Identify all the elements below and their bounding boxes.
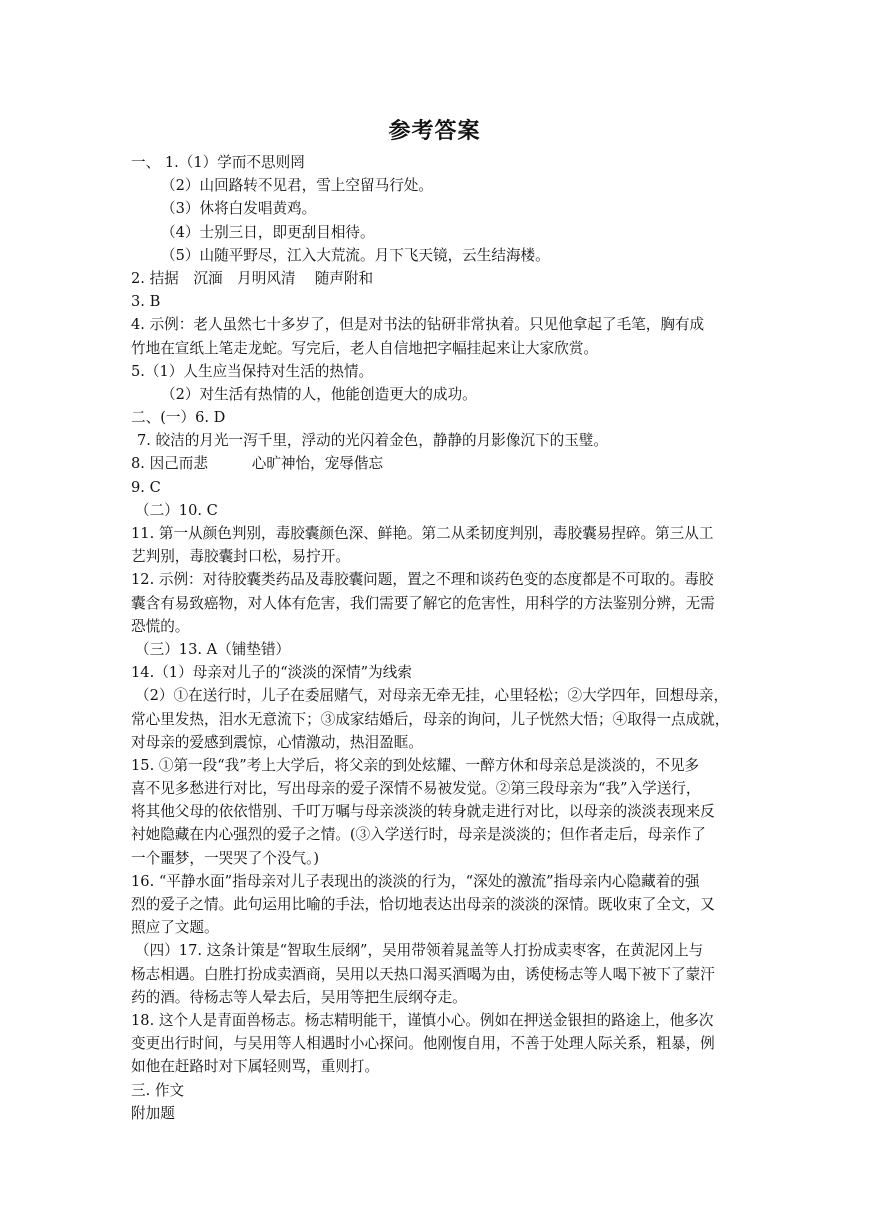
answer-line: 照应了文题。 <box>131 919 219 937</box>
answer-line: 附加题 <box>131 1104 175 1122</box>
answer-line: （2）山回路转不见君，雪上空留马行处。 <box>161 177 433 195</box>
answer-line: 对母亲的爱感到震惊，心情激动，热泪盈眶。 <box>131 733 423 751</box>
answer-line: 如他在赶路时对下属轻则骂，重则打。 <box>131 1058 380 1076</box>
answer-line: 杨志相遇。白胜打扮成卖酒商，吴用以天热口渴买酒喝为由，诱使杨志等人喝下被下了蒙汗 <box>131 965 715 983</box>
answer-line: （三）13. A（铺垫错） <box>135 640 291 658</box>
answer-line: 一个噩梦，一哭哭了个没气。) <box>131 849 320 867</box>
answer-line: 二、(一）6. D <box>131 409 226 427</box>
answer-line: 2. 拮据 沉湎 月明风清 随声附和 <box>131 269 374 287</box>
answer-line: 恐慌的。 <box>131 617 190 635</box>
answer-line: 喜不见多愁进行对比，写出母亲的爱子深情不易被发觉。②第三段母亲为“我”入学送行， <box>131 780 701 798</box>
answer-line: 一、 1.（1）学而不思则罔 <box>131 154 305 171</box>
page-title: 参考答案 <box>388 119 481 144</box>
answer-line: 烈的爱子之情。此句运用比喻的手法，恰切地表达出母亲的淡淡的深情。既收束了全文，又 <box>131 896 715 913</box>
answer-line: 16. “平静水面”指母亲对儿子表现出的淡淡的行为，“深处的激流”指母亲内心隐藏着的强 <box>131 872 700 890</box>
answer-line: 14.（1）母亲对儿子的“淡淡的深情”为线索 <box>131 664 412 682</box>
answer-line: 8. 因己而悲 心旷神怡，宠辱偕忘 <box>131 455 384 473</box>
answer-line: （4）士别三日，即更刮目相待。 <box>161 223 375 241</box>
answer-line: （四）17. 这条计策是“智取生辰纲”，吴用带领着晁盖等人打扮成卖枣客，在黄泥冈上与 <box>135 942 704 960</box>
answer-line: 囊含有易致癌物，对人体有危害，我们需要了解它的危害性，用科学的方法鉴别分辨，无需 <box>131 594 715 612</box>
answer-line: 竹地在宣纸上笔走龙蛇。写完后，老人自信地把字幅挂起来让大家欣赏。 <box>131 339 599 357</box>
answer-line: 常心里发热，泪水无意流下；③成家结婚后，母亲的询问，儿子恍然大悟；④取得一点成就， <box>131 710 730 728</box>
answer-line: （5）山随平野尽，江入大荒流。月下飞天镜，云生结海楼。 <box>161 246 550 264</box>
answer-line: （二）10. C <box>135 501 218 519</box>
answer-line: 艺判别，毒胶囊封口松，易拧开。 <box>131 548 350 566</box>
answer-line: 11. 第一从颜色判别，毒胶囊颜色深、鲜艳。第二从柔韧度判别，毒胶囊易捏碎。第三从工 <box>131 525 714 542</box>
answer-line: 将其他父母的依依惜别、千叮万嘱与母亲淡淡的转身就走进行对比，以母亲的淡淡表现来反 <box>131 803 715 821</box>
answer-line: 变更出行时间，与吴用等人相遇时小心探问。他刚愎自用，不善于处理人际关系，粗暴，例 <box>131 1035 715 1053</box>
answer-line: 5.（1）人生应当保持对生活的热情。 <box>131 362 374 380</box>
answer-line: （2）①在送行时，儿子在委屈赌气，对母亲无牵无挂，心里轻松；②大学四年，回想母亲， <box>135 687 729 705</box>
answer-line: 12. 示例：对待胶囊类药品及毒胶囊问题，置之不理和谈药色变的态度都是不可取的。毒胶 <box>131 571 714 589</box>
answer-line: 衬她隐藏在内心强烈的爱子之情。(③入学送行时，母亲是淡淡的；但作者走后，母亲作了 <box>131 826 706 844</box>
answer-line: 药的酒。待杨志等人晕去后，吴用等把生辰纲夺走。 <box>131 988 467 1006</box>
answer-line: 9. C <box>131 478 161 496</box>
answer-line: 18. 这个人是青面兽杨志。杨志精明能干，谨慎小心。例如在押送金银担的路途上，他多次 <box>131 1011 714 1029</box>
answer-line: （3）休将白发唱黄鸡。 <box>161 200 317 218</box>
answer-line: 15. ①第一段“我”考上大学后，将父亲的到处炫耀、一醉方休和母亲总是淡淡的，不见多 <box>131 756 700 774</box>
answer-line: 3. B <box>131 293 161 311</box>
answer-line: （2）对生活有热情的人，他能创造更大的成功。 <box>161 385 477 403</box>
answer-body <box>131 151 743 1125</box>
answer-line: 三. 作文 <box>131 1081 185 1099</box>
answer-line: 7. 皎洁的月光一泻千里，浮动的光闪着金色，静静的月影像沉下的玉璧。 <box>137 432 608 450</box>
answer-line: 4. 示例：老人虽然七十多岁了，但是对书法的钻研非常执着。只见他拿起了毛笔，胸有成 <box>131 316 705 334</box>
